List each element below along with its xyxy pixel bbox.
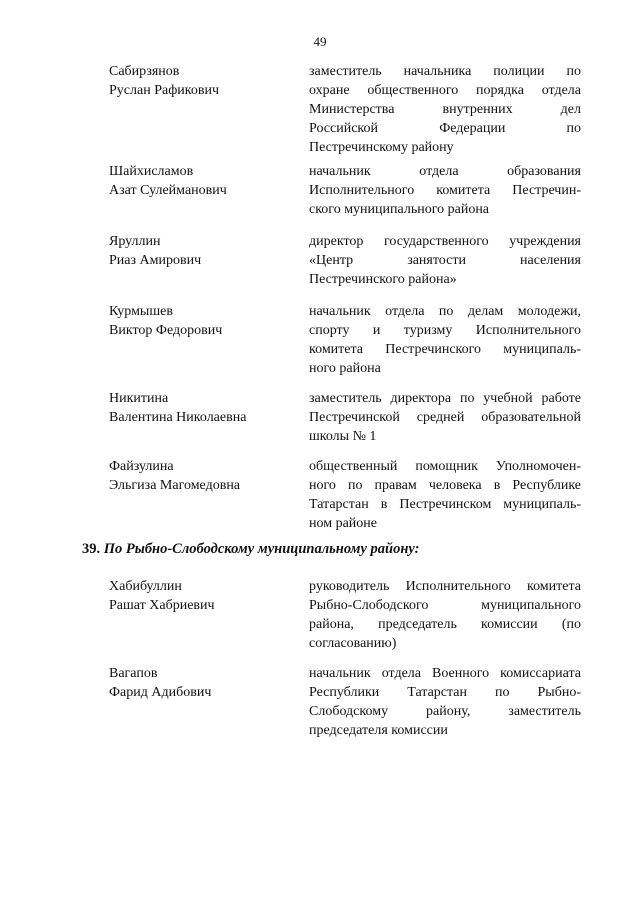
given-names: Риаз Амирович bbox=[109, 253, 202, 268]
position-line: Российской Федерации по bbox=[309, 121, 581, 136]
position-line: Пестречинской средней образовательной bbox=[309, 410, 581, 425]
position-text bbox=[309, 62, 581, 157]
section-title: По Рыбно-Слободскому муниципальному району: bbox=[103, 541, 420, 557]
position-line: ном районе bbox=[309, 516, 377, 531]
position-line: заместитель начальника полиции по bbox=[309, 64, 581, 79]
surname: Яруллин bbox=[109, 234, 161, 249]
person-name bbox=[109, 232, 289, 270]
position-text bbox=[309, 302, 581, 378]
position-line: Татарстан в Пестречинском муниципаль- bbox=[309, 497, 581, 512]
person-name bbox=[109, 389, 289, 427]
person-name bbox=[109, 62, 289, 100]
surname: Файзулина bbox=[109, 459, 174, 474]
person-name bbox=[109, 577, 289, 615]
position-line: охране общественного порядка отдела bbox=[309, 83, 581, 98]
position-line: Слободскому району, заместитель bbox=[309, 704, 581, 719]
given-names: Рашат Хабриевич bbox=[109, 598, 215, 613]
given-names: Фарид Адибович bbox=[109, 685, 212, 700]
position-line: школы № 1 bbox=[309, 429, 377, 444]
section-number: 39. bbox=[82, 541, 101, 557]
position-line: комитета Пестречинского муниципаль- bbox=[309, 342, 581, 357]
position-line: ного по правам человека в Республике bbox=[309, 478, 581, 493]
given-names: Эльгиза Магомедовна bbox=[109, 478, 241, 493]
person-name bbox=[109, 664, 289, 702]
position-line: района, председатель комиссии (по bbox=[309, 617, 581, 632]
position-line: директор государственного учреждения bbox=[309, 234, 581, 249]
position-line: Исполнительного комитета Пестречин- bbox=[309, 183, 581, 198]
position-line: общественный помощник Уполномочен- bbox=[309, 459, 581, 474]
given-names: Азат Сулейманович bbox=[109, 183, 227, 198]
surname: Сабирзянов bbox=[109, 64, 180, 79]
position-text bbox=[309, 389, 581, 446]
position-line: Пестречинскому району bbox=[309, 140, 454, 155]
position-text bbox=[309, 162, 581, 219]
given-names: Виктор Федорович bbox=[109, 323, 223, 338]
given-names: Валентина Николаевна bbox=[109, 410, 247, 425]
position-line: спорту и туризму Исполнительного bbox=[309, 323, 581, 338]
position-line: Министерства внутренних дел bbox=[309, 102, 581, 117]
position-line: «Центр занятости населения bbox=[309, 253, 581, 268]
position-line: Республики Татарстан по Рыбно- bbox=[309, 685, 581, 700]
position-line: руководитель Исполнительного комитета bbox=[309, 579, 581, 594]
position-text bbox=[309, 577, 581, 653]
page-number: 49 bbox=[313, 34, 327, 49]
position-text bbox=[309, 457, 581, 533]
position-line: ного района bbox=[309, 361, 381, 376]
surname: Шайхисламов bbox=[109, 164, 194, 179]
position-line: начальник отдела Военного комиссариата bbox=[309, 666, 581, 681]
surname: Никитина bbox=[109, 391, 169, 406]
person-name bbox=[109, 162, 289, 200]
position-line: председателя комиссии bbox=[309, 723, 448, 738]
position-line: начальник отдела образования bbox=[309, 164, 581, 179]
position-line: ского муниципального района bbox=[309, 202, 490, 217]
surname: Вагапов bbox=[109, 666, 158, 681]
position-line: согласованию) bbox=[309, 636, 397, 651]
person-name bbox=[109, 457, 289, 495]
surname: Хабибуллин bbox=[109, 579, 182, 594]
position-text bbox=[309, 664, 581, 740]
surname: Курмышев bbox=[109, 304, 173, 319]
position-line: заместитель директора по учебной работе bbox=[309, 391, 581, 406]
position-line: Рыбно-Слободского муниципального bbox=[309, 598, 581, 613]
position-line: Пестречинского района» bbox=[309, 272, 457, 287]
given-names: Руслан Рафикович bbox=[109, 83, 219, 98]
person-name bbox=[109, 302, 289, 340]
position-text bbox=[309, 232, 581, 289]
section-heading bbox=[82, 540, 602, 559]
position-line: начальник отдела по делам молодежи, bbox=[309, 304, 581, 319]
